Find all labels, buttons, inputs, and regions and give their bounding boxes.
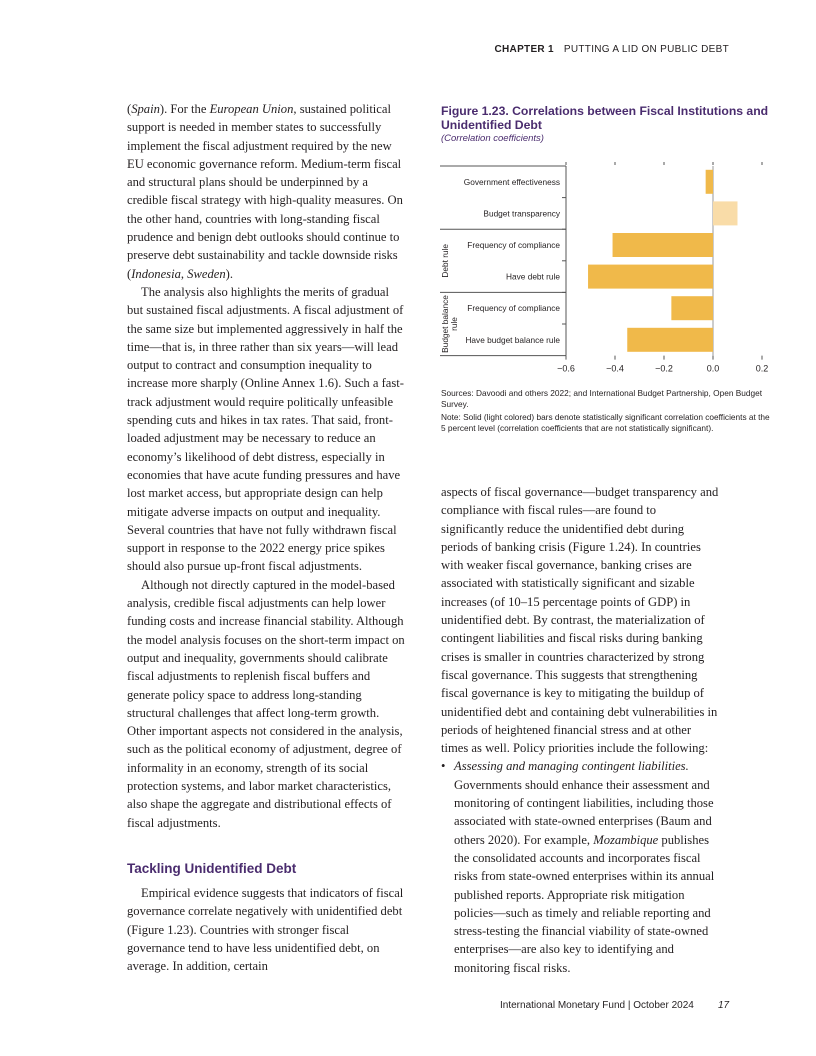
text-run: Indonesia (131, 266, 181, 281)
bar (613, 233, 713, 257)
left-column (127, 100, 405, 976)
figure-notes (441, 388, 771, 436)
category-label: Have budget balance rule (465, 334, 560, 345)
group-label: Budget balance (440, 295, 450, 353)
running-header (495, 44, 729, 55)
category-label: Have debt rule (506, 271, 560, 282)
bar-chart (436, 155, 776, 395)
bar (588, 265, 713, 289)
paragraph (127, 283, 405, 576)
text-run: Governments should enhance their assessment and monitoring of contingent liabilities, including those associated with state-owned enterprises (Baum and others 2020). For example, (454, 777, 714, 847)
text-run: Sweden (187, 266, 226, 281)
paragraph (127, 576, 405, 832)
figure-sources: Sources: Davoodi and others 2022; and International Budget Partnership, Open Budget Survey. (441, 388, 763, 409)
category-label: Frequency of compliance (467, 303, 560, 314)
x-tick-label: 0.0 (706, 363, 720, 374)
x-tick-label: −0.2 (655, 363, 673, 374)
text-run: , sustained political support is needed in member states to successfully implement the fiscal adjustment required by the new EU economic governance reform. Medium-term fiscal and structural plans should be underpinned by a credible fiscal strategy with high-quality measures. On the other hand, countries with long-standing fiscal prudence and benign debt outlooks should continue to preserve debt sustainability and tackle downside risks ( (127, 102, 403, 281)
text-run: Spain (131, 102, 160, 116)
text-run: Although not directly captured in the model-based analysis, credible fiscal adjustments can help lower funding costs and increase financial stability. Although the model analysis focuses on the short-term impact on output and inequality, governments should calibrate fiscal adjustments to replenish fiscal buffers and generate policy space to address long-standing structural challenges that affect long-term growth. Other important aspects not considered in the analysis, such as the political economy of adjustment, degree of informality in an economy, strength of its social protection systems, and labor market characteristics, also shape the aggregate and distributional effects of fiscal adjustments. (127, 577, 405, 830)
group-label: Debt rule (440, 243, 450, 278)
bar (706, 170, 713, 194)
x-tick-label: −0.6 (557, 363, 575, 374)
category-label: Government effectiveness (463, 176, 560, 187)
page-number: 17 (718, 1000, 730, 1011)
page-footer (500, 1000, 730, 1011)
bar (627, 328, 713, 352)
footer-text: International Monetary Fund | October 2024 (500, 1000, 694, 1011)
text-run: publishes the consolidated accounts and incorporates fiscal risks from state-owned enterprises within its annual published reports. Appropriate risk mitigation policies—such as timely and reliable reporting and stress-testing the financial viability of state-owned enterprises—are also key to identifying and monitoring fiscal risks. (454, 832, 715, 975)
text-run: Assessing and managing contingent liabilities. (454, 759, 689, 774)
text-run: ). (225, 266, 233, 281)
group-label: rule (449, 317, 459, 331)
text-run: ). For the (159, 102, 210, 116)
figure-title: Figure 1.23. Correlations between Fiscal Institutions and Unidentified Debt (441, 104, 769, 132)
chapter-title: PUTTING A LID ON PUBLIC DEBT (563, 44, 729, 55)
text-run: ( (127, 102, 132, 116)
x-tick-label: 0.2 (755, 363, 769, 374)
category-label: Budget transparency (483, 208, 560, 219)
text-run: Empirical evidence suggests that indicators of fiscal governance correlate negatively with unidentified debt (Figure 1.23). Countries with stronger fiscal governance tend to have less unidentified debt, on average. In addition, certain (127, 886, 404, 974)
figure-note: Note: Solid (light colored) bars denote statistically significant correlation coefficients at the 5 percent level (correlation coefficients that are not statistically significant). (441, 412, 770, 433)
bar (713, 201, 738, 225)
paragraph (441, 483, 721, 757)
chapter-label: CHAPTER 1 (494, 44, 554, 55)
x-tick-label: −0.4 (606, 363, 624, 374)
bullet-item (441, 757, 721, 977)
section-heading: Tackling Unidentified Debt (127, 860, 297, 876)
paragraph (127, 884, 405, 975)
category-label: Frequency of compliance (467, 240, 560, 250)
figure-header (441, 104, 771, 144)
text-run: The analysis also highlights the merits of gradual but sustained fiscal adjustments. A fiscal adjustment of the same size but implemented aggressively in half the time—that is, in three rather than six years—will lead output to contract and consumption inequality to increase more sharply (Online Annex 1.6). Such a fast-track adjustment would require politically unfeasible spending cuts and hikes in tax rates. That said, front-loaded adjustment may be necessary to reduce an economy’s likelihood of debt distress, especially in economies that have acute funding pressures and have lost market access, but appropriate design can help mitigate adverse impacts on output and inequality. Several countries that have not fully withdrawn fiscal support in response to the 2022 energy price spikes should also pursue up-front fiscal adjustments. (127, 284, 404, 574)
right-column (441, 483, 721, 977)
text-run: European Union (209, 102, 294, 116)
paragraph (127, 100, 405, 283)
bar (671, 296, 713, 320)
text-run: aspects of fiscal governance—budget transparency and compliance with fiscal rules—are found to significantly reduce the unidentified debt during periods of banking crisis (Figure 1.24). In countries with weaker fiscal governance, banking crises are associated with statistically significant and sizable increases (of 10–15 percentage points of GDP) in unidentified debt. By contrast, the materialization of contingent liabilities and fiscal risks during banking crises is smaller in countries characterized by strong fiscal governance. This suggests that strengthening fiscal governance is key to mitigating the buildup of unidentified debt and containing debt vulnerabilities in periods of heightened financial stress and at other times as well. Policy priorities include the following: (441, 485, 719, 756)
text-run: , (180, 266, 188, 281)
figure-subtitle: (Correlation coefficients) (441, 133, 544, 144)
text-run: Mozambique (593, 832, 659, 847)
